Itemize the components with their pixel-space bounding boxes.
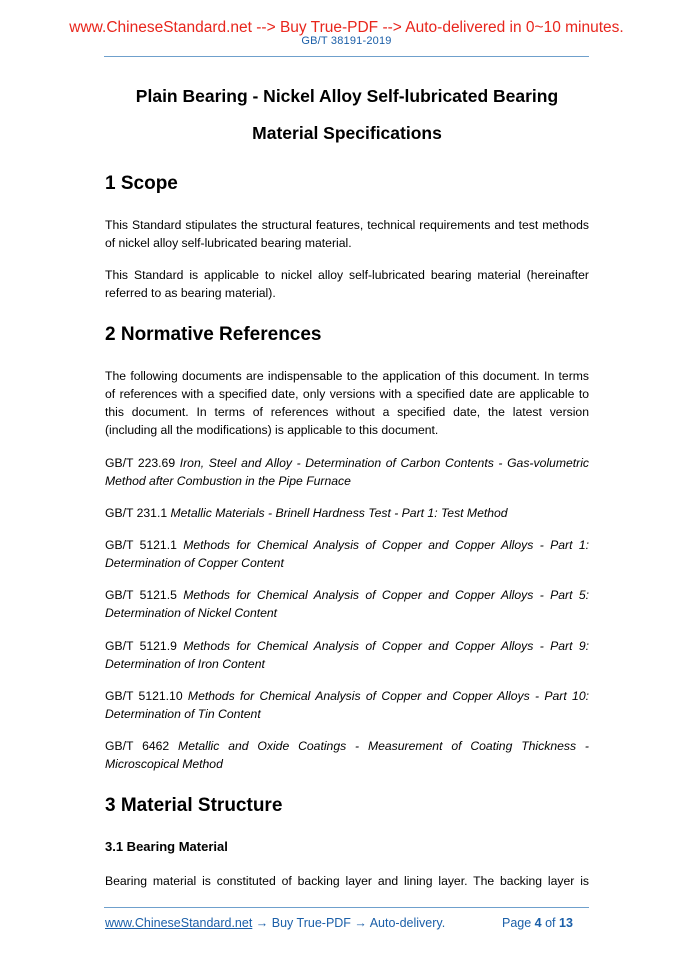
reference-code: GB/T 231.1 [105,506,168,520]
scope-paragraph-2: This Standard is applicable to nickel alloy self-lubricated bearing material (hereinafter referred to as bearing material). [105,268,589,300]
scope-paragraph-1: This Standard stipulates the structural features, technical requirements and test methods of nickel alloy self-lubricated bearing material. [105,218,589,250]
reference-item [105,737,589,773]
reference-code: GB/T 5121.5 [105,588,177,602]
reference-item [105,687,589,723]
footer-site-link[interactable]: www.ChineseStandard.net [105,916,253,930]
reference-title: Metallic Materials - Brinell Hardness Test - Part 1: Test Method [170,506,508,520]
reference-title: Metallic and Oxide Coatings - Measurement of Coating Thickness - Microscopical Method [105,739,589,771]
header-divider [104,56,589,57]
page-label: Page [502,916,535,930]
reference-item [105,536,589,572]
reference-code: GB/T 5121.10 [105,689,183,703]
promo-banner[interactable]: www.ChineseStandard.net --> Buy True-PDF --> Auto-delivered in 0~10 minutes. [69,19,624,36]
reference-code: GB/T 223.69 [105,456,176,470]
reference-item [105,504,589,522]
of-label: of [541,916,559,930]
section-heading-scope: 1 Scope [105,173,178,194]
reference-code: GB/T 5121.1 [105,538,177,552]
reference-title: Methods for Chemical Analysis of Copper and Copper Alloys - Part 10: Determination of Tin Content [105,689,589,721]
footer-link-text: → Buy True-PDF → Auto-delivery. [252,916,446,930]
reference-title: Methods for Chemical Analysis of Copper and Copper Alloys - Part 9: Determination of Iron Content [105,639,589,671]
normative-intro-paragraph: The following documents are indispensable to the application of this document. In terms of references with a specified date, only versions with a specified date are applicable to this document. In terms of references without a specified date, the latest version (including all the modifications) is applicable to this document. [105,369,589,437]
reference-title: Iron, Steel and Alloy - Determination of Carbon Contents - Gas-volumetric Method after Combustion in the Pipe Furnace [105,456,590,488]
subsection-heading-bearing-material: 3.1 Bearing Material [105,839,228,854]
document-number: GB/T 38191-2019 [301,35,392,47]
page-indicator [502,916,573,930]
footer-divider [104,907,589,908]
document-title-line2: Material Specifications [252,123,442,143]
structure-paragraph-1: Bearing material is constituted of backing layer and lining layer. The backing layer is [105,874,589,888]
reference-title: Methods for Chemical Analysis of Copper and Copper Alloys - Part 1: Determination of Copper Content [105,538,589,570]
reference-item [105,454,589,490]
page-number: 4 [534,916,542,930]
reference-code: GB/T 5121.9 [105,639,177,653]
total-pages: 13 [559,916,573,930]
section-heading-normative-references: 2 Normative References [105,324,322,345]
section-heading-material-structure: 3 Material Structure [105,795,283,816]
document-title-line1: Plain Bearing - Nickel Alloy Self-lubricated Bearing [135,86,559,106]
reference-item [105,637,589,673]
footer-link[interactable] [105,916,445,930]
reference-title: Methods for Chemical Analysis of Copper and Copper Alloys - Part 5: Determination of Nickel Content [105,588,589,620]
reference-item [105,586,589,622]
reference-code: GB/T 6462 [105,739,170,753]
